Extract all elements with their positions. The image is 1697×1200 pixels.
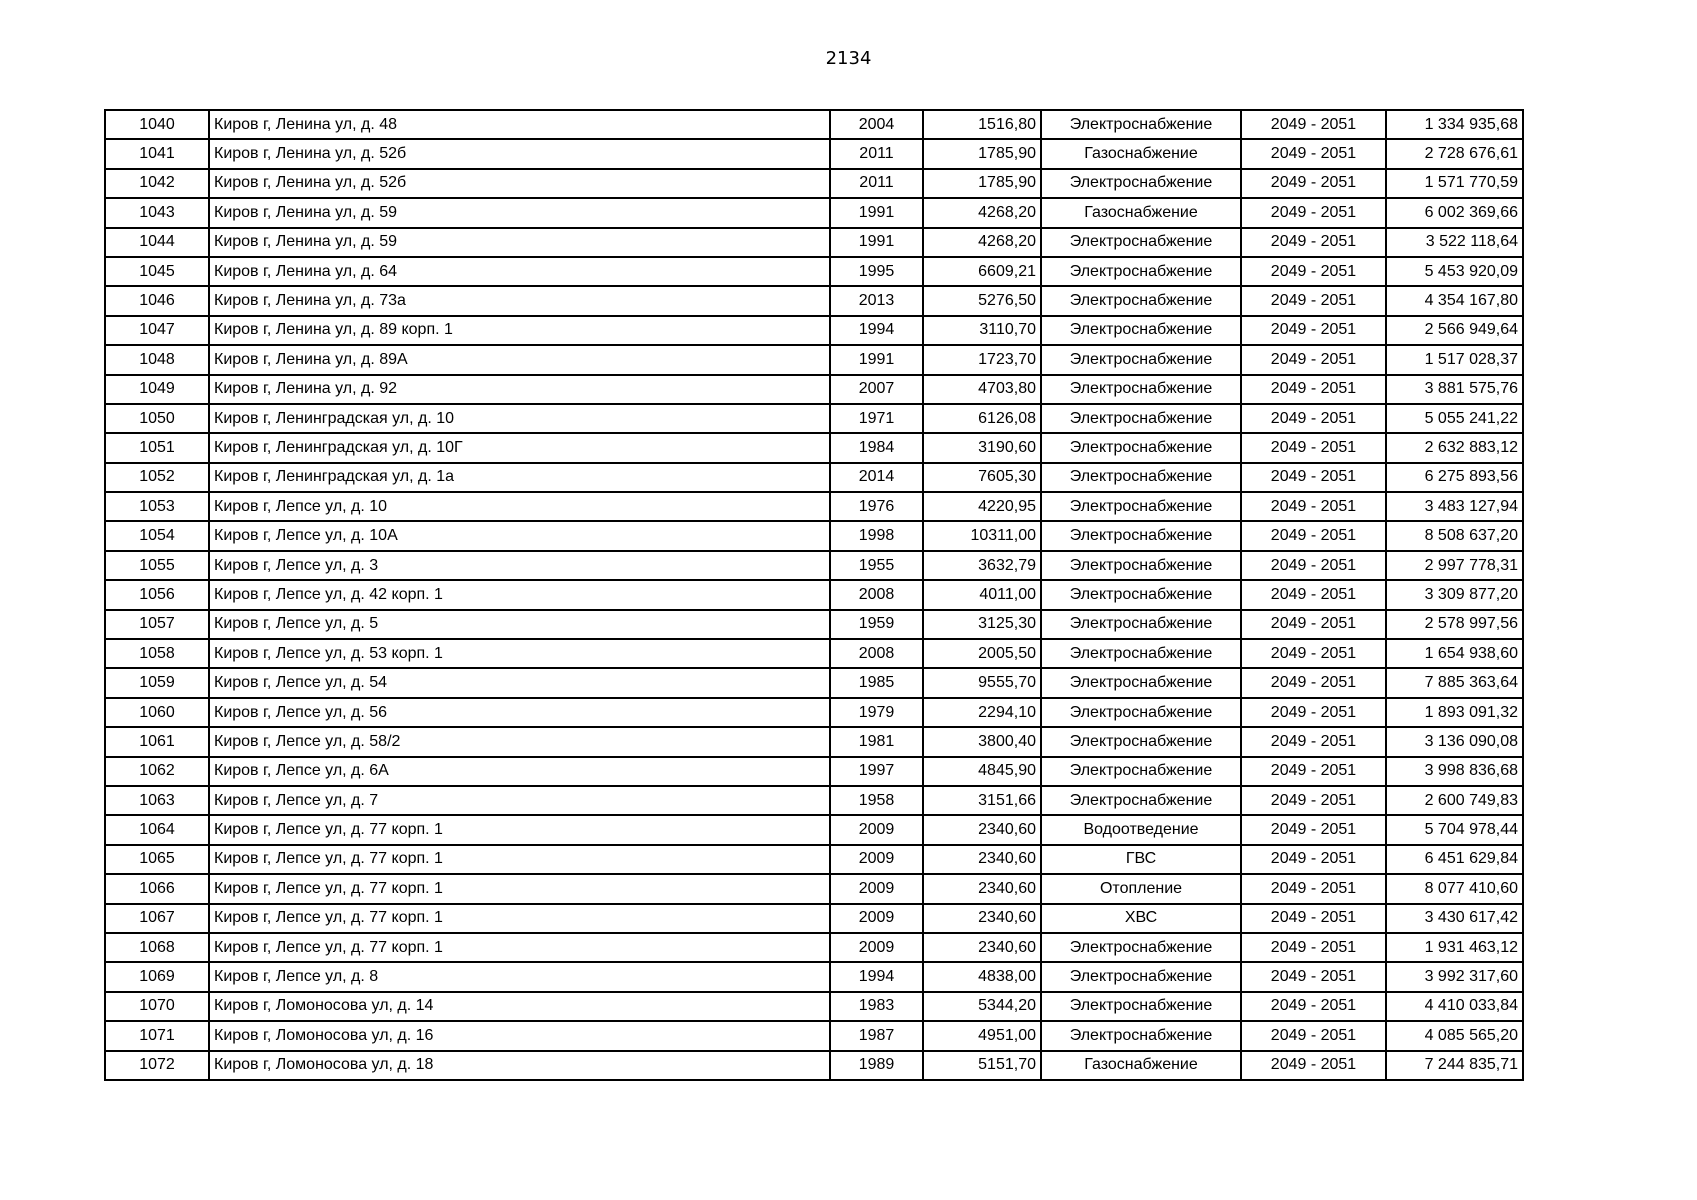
area-cell: 2005,50	[923, 639, 1041, 668]
year-cell: 1989	[830, 1051, 923, 1080]
period-cell: 2049 - 2051	[1241, 992, 1386, 1021]
cost-cell: 6 275 893,56	[1386, 463, 1523, 492]
row-number-cell: 1052	[105, 463, 209, 492]
service-cell: Электроснабжение	[1041, 404, 1241, 433]
cost-cell: 3 309 877,20	[1386, 580, 1523, 609]
cost-cell: 6 451 629,84	[1386, 845, 1523, 874]
year-cell: 2008	[830, 580, 923, 609]
service-cell: Электроснабжение	[1041, 228, 1241, 257]
table-row	[105, 1021, 1523, 1050]
table-row	[105, 757, 1523, 786]
area-cell: 4268,20	[923, 228, 1041, 257]
service-cell: Электроснабжение	[1041, 433, 1241, 462]
address-cell: Киров г, Лепсе ул, д. 10	[209, 492, 830, 521]
cost-cell: 8 508 637,20	[1386, 521, 1523, 550]
cost-cell: 5 704 978,44	[1386, 815, 1523, 844]
service-cell: Электроснабжение	[1041, 933, 1241, 962]
table-row	[105, 933, 1523, 962]
row-number-cell: 1041	[105, 139, 209, 168]
table-row	[105, 433, 1523, 462]
year-cell: 1984	[830, 433, 923, 462]
service-cell: Электроснабжение	[1041, 345, 1241, 374]
cost-cell: 7 244 835,71	[1386, 1051, 1523, 1080]
row-number-cell: 1040	[105, 110, 209, 139]
period-cell: 2049 - 2051	[1241, 580, 1386, 609]
cost-cell: 3 430 617,42	[1386, 904, 1523, 933]
row-number-cell: 1048	[105, 345, 209, 374]
cost-cell: 5 453 920,09	[1386, 257, 1523, 286]
area-cell: 3110,70	[923, 316, 1041, 345]
period-cell: 2049 - 2051	[1241, 1021, 1386, 1050]
area-cell: 2294,10	[923, 698, 1041, 727]
area-cell: 4838,00	[923, 962, 1041, 991]
period-cell: 2049 - 2051	[1241, 110, 1386, 139]
cost-cell: 7 885 363,64	[1386, 668, 1523, 697]
row-number-cell: 1058	[105, 639, 209, 668]
address-cell: Киров г, Лепсе ул, д. 7	[209, 786, 830, 815]
address-cell: Киров г, Лепсе ул, д. 77 корп. 1	[209, 933, 830, 962]
area-cell: 2340,60	[923, 904, 1041, 933]
cost-cell: 4 085 565,20	[1386, 1021, 1523, 1050]
service-cell: Электроснабжение	[1041, 463, 1241, 492]
cost-cell: 1 654 938,60	[1386, 639, 1523, 668]
year-cell: 2014	[830, 463, 923, 492]
row-number-cell: 1071	[105, 1021, 209, 1050]
table-row	[105, 139, 1523, 168]
table-row	[105, 668, 1523, 697]
cost-cell: 2 997 778,31	[1386, 551, 1523, 580]
row-number-cell: 1067	[105, 904, 209, 933]
service-cell: Электроснабжение	[1041, 992, 1241, 1021]
address-cell: Киров г, Ленина ул, д. 73а	[209, 286, 830, 315]
cost-cell: 1 334 935,68	[1386, 110, 1523, 139]
year-cell: 1981	[830, 727, 923, 756]
address-cell: Киров г, Ломоносова ул, д. 14	[209, 992, 830, 1021]
table-row	[105, 962, 1523, 991]
area-cell: 4011,00	[923, 580, 1041, 609]
cost-cell: 4 354 167,80	[1386, 286, 1523, 315]
table-row	[105, 639, 1523, 668]
address-cell: Киров г, Ленинградская ул, д. 1а	[209, 463, 830, 492]
cost-cell: 2 600 749,83	[1386, 786, 1523, 815]
row-number-cell: 1053	[105, 492, 209, 521]
row-number-cell: 1062	[105, 757, 209, 786]
year-cell: 2004	[830, 110, 923, 139]
area-cell: 7605,30	[923, 463, 1041, 492]
table-row	[105, 580, 1523, 609]
service-cell: Газоснабжение	[1041, 139, 1241, 168]
row-number-cell: 1070	[105, 992, 209, 1021]
table-row	[105, 992, 1523, 1021]
cost-cell: 2 578 997,56	[1386, 610, 1523, 639]
service-cell: Электроснабжение	[1041, 668, 1241, 697]
service-cell: Водоотведение	[1041, 815, 1241, 844]
address-cell: Киров г, Ленина ул, д. 48	[209, 110, 830, 139]
table-row	[105, 375, 1523, 404]
period-cell: 2049 - 2051	[1241, 757, 1386, 786]
period-cell: 2049 - 2051	[1241, 433, 1386, 462]
address-cell: Киров г, Ленинградская ул, д. 10	[209, 404, 830, 433]
year-cell: 2009	[830, 933, 923, 962]
year-cell: 1991	[830, 198, 923, 227]
cost-cell: 3 136 090,08	[1386, 727, 1523, 756]
table-row	[105, 463, 1523, 492]
period-cell: 2049 - 2051	[1241, 257, 1386, 286]
service-cell: Электроснабжение	[1041, 375, 1241, 404]
area-cell: 3800,40	[923, 727, 1041, 756]
year-cell: 1997	[830, 757, 923, 786]
area-cell: 6126,08	[923, 404, 1041, 433]
service-cell: Отопление	[1041, 874, 1241, 903]
table-row	[105, 874, 1523, 903]
row-number-cell: 1060	[105, 698, 209, 727]
service-cell: Электроснабжение	[1041, 580, 1241, 609]
period-cell: 2049 - 2051	[1241, 815, 1386, 844]
address-cell: Киров г, Лепсе ул, д. 10А	[209, 521, 830, 550]
year-cell: 1998	[830, 521, 923, 550]
area-cell: 10311,00	[923, 521, 1041, 550]
service-cell: Электроснабжение	[1041, 257, 1241, 286]
cost-cell: 6 002 369,66	[1386, 198, 1523, 227]
address-cell: Киров г, Лепсе ул, д. 6А	[209, 757, 830, 786]
page-number: 2134	[825, 48, 872, 69]
cost-cell: 3 992 317,60	[1386, 962, 1523, 991]
year-cell: 1976	[830, 492, 923, 521]
year-cell: 2009	[830, 904, 923, 933]
year-cell: 1955	[830, 551, 923, 580]
row-number-cell: 1047	[105, 316, 209, 345]
address-cell: Киров г, Лепсе ул, д. 77 корп. 1	[209, 845, 830, 874]
area-cell: 1516,80	[923, 110, 1041, 139]
service-cell: Газоснабжение	[1041, 1051, 1241, 1080]
year-cell: 2009	[830, 845, 923, 874]
period-cell: 2049 - 2051	[1241, 169, 1386, 198]
table-row	[105, 698, 1523, 727]
year-cell: 1987	[830, 1021, 923, 1050]
row-number-cell: 1057	[105, 610, 209, 639]
service-cell: Электроснабжение	[1041, 169, 1241, 198]
period-cell: 2049 - 2051	[1241, 698, 1386, 727]
period-cell: 2049 - 2051	[1241, 375, 1386, 404]
period-cell: 2049 - 2051	[1241, 786, 1386, 815]
area-cell: 3125,30	[923, 610, 1041, 639]
area-cell: 1723,70	[923, 345, 1041, 374]
address-cell: Киров г, Ленина ул, д. 52б	[209, 169, 830, 198]
year-cell: 1979	[830, 698, 923, 727]
table-row	[105, 198, 1523, 227]
cost-cell: 1 893 091,32	[1386, 698, 1523, 727]
cost-cell: 1 571 770,59	[1386, 169, 1523, 198]
row-number-cell: 1046	[105, 286, 209, 315]
cost-cell: 5 055 241,22	[1386, 404, 1523, 433]
area-cell: 2340,60	[923, 933, 1041, 962]
period-cell: 2049 - 2051	[1241, 874, 1386, 903]
period-cell: 2049 - 2051	[1241, 492, 1386, 521]
address-cell: Киров г, Лепсе ул, д. 58/2	[209, 727, 830, 756]
row-number-cell: 1065	[105, 845, 209, 874]
year-cell: 2011	[830, 139, 923, 168]
row-number-cell: 1061	[105, 727, 209, 756]
row-number-cell: 1059	[105, 668, 209, 697]
address-cell: Киров г, Ленина ул, д. 89А	[209, 345, 830, 374]
cost-cell: 3 522 118,64	[1386, 228, 1523, 257]
area-cell: 4220,95	[923, 492, 1041, 521]
table-row	[105, 727, 1523, 756]
service-cell: Электроснабжение	[1041, 316, 1241, 345]
service-cell: Электроснабжение	[1041, 727, 1241, 756]
period-cell: 2049 - 2051	[1241, 316, 1386, 345]
row-number-cell: 1063	[105, 786, 209, 815]
area-cell: 9555,70	[923, 668, 1041, 697]
row-number-cell: 1069	[105, 962, 209, 991]
address-cell: Киров г, Лепсе ул, д. 77 корп. 1	[209, 815, 830, 844]
period-cell: 2049 - 2051	[1241, 463, 1386, 492]
area-cell: 2340,60	[923, 845, 1041, 874]
service-cell: Электроснабжение	[1041, 521, 1241, 550]
period-cell: 2049 - 2051	[1241, 845, 1386, 874]
address-cell: Киров г, Ленина ул, д. 59	[209, 198, 830, 227]
service-cell: Электроснабжение	[1041, 698, 1241, 727]
table-row	[105, 228, 1523, 257]
period-cell: 2049 - 2051	[1241, 639, 1386, 668]
cost-cell: 8 077 410,60	[1386, 874, 1523, 903]
period-cell: 2049 - 2051	[1241, 198, 1386, 227]
row-number-cell: 1072	[105, 1051, 209, 1080]
period-cell: 2049 - 2051	[1241, 345, 1386, 374]
address-cell: Киров г, Ленинградская ул, д. 10Г	[209, 433, 830, 462]
table-row	[105, 786, 1523, 815]
year-cell: 1991	[830, 345, 923, 374]
service-cell: Газоснабжение	[1041, 198, 1241, 227]
row-number-cell: 1043	[105, 198, 209, 227]
address-cell: Киров г, Лепсе ул, д. 56	[209, 698, 830, 727]
table-row	[105, 345, 1523, 374]
area-cell: 5344,20	[923, 992, 1041, 1021]
table-row	[105, 492, 1523, 521]
cost-cell: 3 483 127,94	[1386, 492, 1523, 521]
cost-cell: 3 998 836,68	[1386, 757, 1523, 786]
period-cell: 2049 - 2051	[1241, 933, 1386, 962]
service-cell: ГВС	[1041, 845, 1241, 874]
area-cell: 1785,90	[923, 139, 1041, 168]
address-cell: Киров г, Лепсе ул, д. 54	[209, 668, 830, 697]
address-cell: Киров г, Лепсе ул, д. 42 корп. 1	[209, 580, 830, 609]
year-cell: 2011	[830, 169, 923, 198]
year-cell: 2007	[830, 375, 923, 404]
row-number-cell: 1044	[105, 228, 209, 257]
address-cell: Киров г, Ломоносова ул, д. 16	[209, 1021, 830, 1050]
year-cell: 1994	[830, 316, 923, 345]
cost-cell: 1 931 463,12	[1386, 933, 1523, 962]
year-cell: 1994	[830, 962, 923, 991]
address-cell: Киров г, Лепсе ул, д. 77 корп. 1	[209, 874, 830, 903]
cost-cell: 2 632 883,12	[1386, 433, 1523, 462]
service-cell: Электроснабжение	[1041, 610, 1241, 639]
service-cell: ХВС	[1041, 904, 1241, 933]
table-row	[105, 110, 1523, 139]
row-number-cell: 1056	[105, 580, 209, 609]
period-cell: 2049 - 2051	[1241, 904, 1386, 933]
service-cell: Электроснабжение	[1041, 1021, 1241, 1050]
area-cell: 3151,66	[923, 786, 1041, 815]
address-cell: Киров г, Лепсе ул, д. 77 корп. 1	[209, 904, 830, 933]
row-number-cell: 1042	[105, 169, 209, 198]
year-cell: 1971	[830, 404, 923, 433]
address-cell: Киров г, Ломоносова ул, д. 18	[209, 1051, 830, 1080]
year-cell: 2009	[830, 815, 923, 844]
table-row	[105, 815, 1523, 844]
period-cell: 2049 - 2051	[1241, 610, 1386, 639]
period-cell: 2049 - 2051	[1241, 1051, 1386, 1080]
address-cell: Киров г, Ленина ул, д. 52б	[209, 139, 830, 168]
period-cell: 2049 - 2051	[1241, 962, 1386, 991]
service-cell: Электроснабжение	[1041, 639, 1241, 668]
area-cell: 5151,70	[923, 1051, 1041, 1080]
service-cell: Электроснабжение	[1041, 286, 1241, 315]
area-cell: 6609,21	[923, 257, 1041, 286]
table-row	[105, 404, 1523, 433]
period-cell: 2049 - 2051	[1241, 228, 1386, 257]
area-cell: 1785,90	[923, 169, 1041, 198]
year-cell: 1991	[830, 228, 923, 257]
table-row	[105, 845, 1523, 874]
row-number-cell: 1054	[105, 521, 209, 550]
row-number-cell: 1066	[105, 874, 209, 903]
year-cell: 1959	[830, 610, 923, 639]
year-cell: 2009	[830, 874, 923, 903]
year-cell: 1958	[830, 786, 923, 815]
service-cell: Электроснабжение	[1041, 962, 1241, 991]
period-cell: 2049 - 2051	[1241, 404, 1386, 433]
period-cell: 2049 - 2051	[1241, 551, 1386, 580]
cost-cell: 2 728 676,61	[1386, 139, 1523, 168]
row-number-cell: 1050	[105, 404, 209, 433]
period-cell: 2049 - 2051	[1241, 139, 1386, 168]
area-cell: 4268,20	[923, 198, 1041, 227]
area-cell: 2340,60	[923, 815, 1041, 844]
row-number-cell: 1055	[105, 551, 209, 580]
address-cell: Киров г, Ленина ул, д. 59	[209, 228, 830, 257]
year-cell: 2008	[830, 639, 923, 668]
row-number-cell: 1068	[105, 933, 209, 962]
table-row	[105, 286, 1523, 315]
address-cell: Киров г, Лепсе ул, д. 8	[209, 962, 830, 991]
data-table	[104, 109, 1524, 1081]
year-cell: 1995	[830, 257, 923, 286]
table-row	[105, 521, 1523, 550]
address-cell: Киров г, Лепсе ул, д. 53 корп. 1	[209, 639, 830, 668]
cost-cell: 4 410 033,84	[1386, 992, 1523, 1021]
service-cell: Электроснабжение	[1041, 786, 1241, 815]
service-cell: Электроснабжение	[1041, 757, 1241, 786]
row-number-cell: 1064	[105, 815, 209, 844]
period-cell: 2049 - 2051	[1241, 727, 1386, 756]
address-cell: Киров г, Лепсе ул, д. 5	[209, 610, 830, 639]
area-cell: 5276,50	[923, 286, 1041, 315]
table-body	[105, 110, 1523, 1080]
address-cell: Киров г, Лепсе ул, д. 3	[209, 551, 830, 580]
table-row	[105, 551, 1523, 580]
area-cell: 4703,80	[923, 375, 1041, 404]
service-cell: Электроснабжение	[1041, 492, 1241, 521]
area-cell: 4845,90	[923, 757, 1041, 786]
table-row	[105, 316, 1523, 345]
period-cell: 2049 - 2051	[1241, 521, 1386, 550]
year-cell: 2013	[830, 286, 923, 315]
cost-cell: 3 881 575,76	[1386, 375, 1523, 404]
row-number-cell: 1051	[105, 433, 209, 462]
table-row	[105, 904, 1523, 933]
cost-cell: 2 566 949,64	[1386, 316, 1523, 345]
table-row	[105, 610, 1523, 639]
area-cell: 3632,79	[923, 551, 1041, 580]
table-row	[105, 1051, 1523, 1080]
service-cell: Электроснабжение	[1041, 551, 1241, 580]
cost-cell: 1 517 028,37	[1386, 345, 1523, 374]
service-cell: Электроснабжение	[1041, 110, 1241, 139]
row-number-cell: 1049	[105, 375, 209, 404]
year-cell: 1983	[830, 992, 923, 1021]
period-cell: 2049 - 2051	[1241, 668, 1386, 697]
period-cell: 2049 - 2051	[1241, 286, 1386, 315]
address-cell: Киров г, Ленина ул, д. 92	[209, 375, 830, 404]
address-cell: Киров г, Ленина ул, д. 64	[209, 257, 830, 286]
table-row	[105, 169, 1523, 198]
year-cell: 1985	[830, 668, 923, 697]
address-cell: Киров г, Ленина ул, д. 89 корп. 1	[209, 316, 830, 345]
area-cell: 3190,60	[923, 433, 1041, 462]
area-cell: 2340,60	[923, 874, 1041, 903]
row-number-cell: 1045	[105, 257, 209, 286]
area-cell: 4951,00	[923, 1021, 1041, 1050]
table-row	[105, 257, 1523, 286]
